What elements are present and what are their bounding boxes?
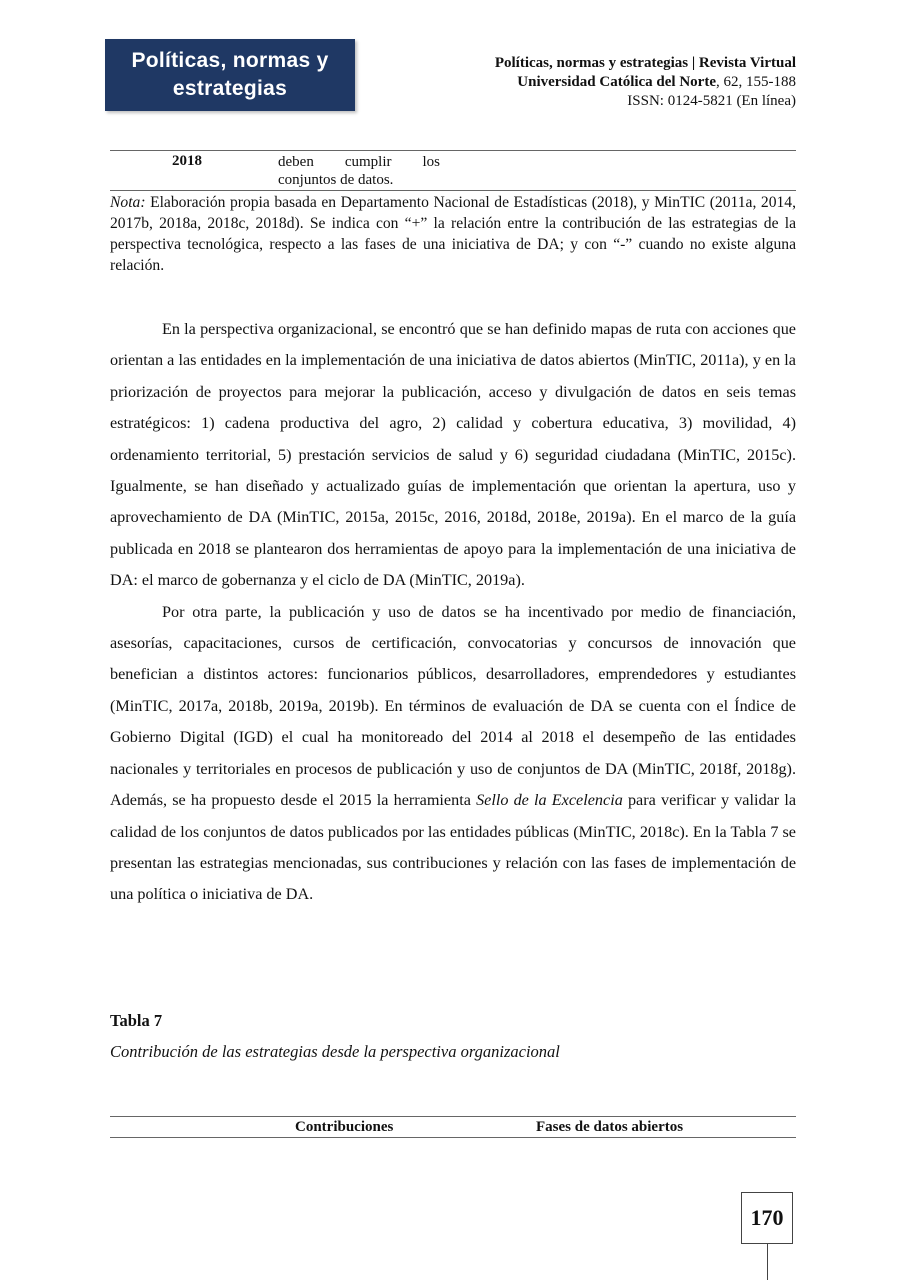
page-number-line xyxy=(767,1244,768,1280)
note-label: Nota: xyxy=(110,194,146,211)
header-issn: ISSN: 0124-5821 (En línea) xyxy=(627,93,796,109)
column-header-fases: Fases de datos abiertos xyxy=(536,1119,684,1135)
table-title: Contribución de las estrategias desde la perspectiva organizacional xyxy=(110,1042,560,1061)
note-text: Elaboración propia basada en Departamento Nacional de Estadísticas (2018), y MinTIC (2011a, 2014, 2017b, 2018a, 2018c, 2018d). Se indica con “+” la relación entre la contribución de las estrategias de la perspectiva tecnológica, respecto a las fases de una iniciativa de DA; y con “-” cuando no existe alguna relación. xyxy=(110,194,796,274)
table-bottom-rule xyxy=(110,190,796,191)
italic-term: Sello de la Excelencia xyxy=(476,791,623,810)
paragraph: Por otra parte, la publicación y uso de datos se ha incentivado por medio de financiación, asesorías, capacitaciones, cursos de certificación, convocatorias y concursos de innovación que benefician a distintos actores: funcionarios públicos, desarrolladores, emprendedores y estudiantes (MinTIC, 2017a, 2018b, 2019a, 2019b). En términos de evaluación de DA se cuenta con el Índice de Gobierno Digital (IGD) el cual ha monitoreado del 2014 al 2018 el desempeño de las entidades nacionales y territoriales en procesos de publicación y uso de conjuntos de DA (MinTIC, 2018f, 2018g). Además, se ha propuesto desde el 2015 la herramienta Sello de la Excelencia para verificar y validar la calidad de los conjuntos de datos publicados por las entidades públicas (MinTIC, 2018c). En la Tabla 7 se presentan las estrategias mencionadas, sus contribuciones y relación con las fases de implementación de una política o iniciativa de DA. xyxy=(110,602,797,904)
table7-top-rule xyxy=(110,1116,796,1117)
journal-badge xyxy=(105,39,355,111)
header-university-name: Universidad Católica del Norte xyxy=(517,74,716,90)
page-number: 170 xyxy=(741,1192,793,1244)
row-line2: conjuntos de datos. xyxy=(278,172,394,188)
continued-table-row xyxy=(110,153,796,189)
row-word: cumplir xyxy=(344,154,392,170)
table-note xyxy=(110,192,796,276)
header-issue: , 62, 155-188 xyxy=(716,74,796,90)
header-journal: Políticas, normas y estrategias | Revista Virtual xyxy=(494,55,796,71)
column-header-contribuciones: Contribuciones xyxy=(295,1119,394,1135)
row-year: 2018 xyxy=(172,153,202,169)
running-header xyxy=(376,54,796,111)
row-word: los xyxy=(422,154,440,170)
body-text xyxy=(110,314,796,911)
table7-header-rule xyxy=(110,1137,796,1138)
header-university xyxy=(376,73,796,92)
journal-badge-line2: estrategias xyxy=(172,77,288,100)
paragraph: En la perspectiva organizacional, se encontró que se han definido mapas de ruta con acciones que orientan a las entidades en la implementación de una iniciativa de datos abiertos (MinTIC, 2011a), y en la priorización de proyectos para mejorar la publicación, acceso y divulgación de datos en seis temas estratégicos: 1) cadena productiva del agro, 2) calidad y cobertura educativa, 3) movilidad, 4) ordenamiento territorial, 5) prestación servicios de salud y 6) seguridad ciudadana (MinTIC, 2015c). Igualmente, se han diseñado y actualizado guías de implementación que orientan la apertura, uso y aprovechamiento de DA (MinTIC, 2015a, 2015c, 2016, 2018d, 2018e, 2019a). En el marco de la guía publicada en 2018 se plantearon dos herramientas de apoyo para la implementación de una iniciativa de DA: el marco de gobernanza y el ciclo de DA (MinTIC, 2019a). xyxy=(110,320,796,590)
table-top-rule xyxy=(110,150,796,151)
table-label: Tabla 7 xyxy=(110,1011,163,1030)
row-word: deben xyxy=(278,154,314,170)
journal-badge-line1: Políticas, normas y xyxy=(131,49,329,72)
row-text xyxy=(278,153,440,189)
